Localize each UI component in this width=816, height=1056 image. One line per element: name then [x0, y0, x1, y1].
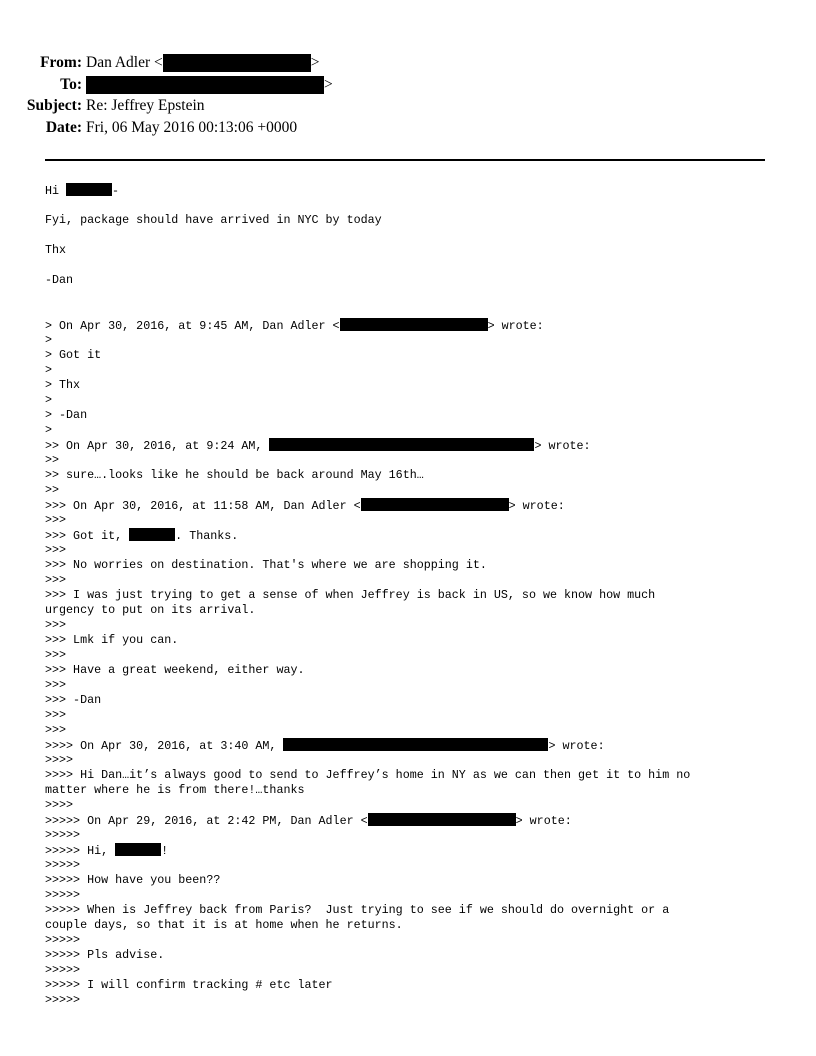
subject-value: Re: Jeffrey Epstein [86, 97, 205, 114]
body-signature: -Dan [45, 273, 74, 287]
quote-line: >> [45, 453, 60, 467]
quote-line: couple days, so that it is at home when he returns. [45, 918, 403, 932]
quote-header-4 [45, 738, 605, 754]
quote-line: >>> [45, 678, 67, 692]
header-subject [0, 97, 205, 115]
quote-line: >>> Lmk if you can. [45, 633, 179, 647]
to-close: > [324, 76, 333, 93]
quote-line: > [45, 333, 53, 347]
quote-line: >>> I was just trying to get a sense of when Jeffrey is back in US, so we know how much [45, 588, 656, 602]
header-from [0, 54, 320, 72]
quote-header-text: >>> On Apr 30, 2016, at 11:58 AM, Dan Adler < [45, 499, 361, 513]
to-label: To: [60, 76, 82, 93]
quote-line [45, 843, 168, 859]
quote-line: >>> [45, 708, 67, 722]
body-greeting [45, 183, 119, 199]
quote-line: >>> [45, 648, 67, 662]
quote-line: >>> No worries on destination. That's where we are shopping it. [45, 558, 487, 572]
quote-line: >>>>> [45, 993, 81, 1007]
body-line-thx: Thx [45, 243, 67, 257]
redaction-box [340, 318, 488, 331]
from-name: Dan Adler < [86, 54, 163, 71]
redaction-box [129, 528, 175, 541]
quote-text: ! [161, 844, 169, 858]
quote-line: >>>>> I will confirm tracking # etc later [45, 978, 333, 992]
quote-header-wrote: > wrote: [548, 739, 605, 753]
quote-line: >>>>> [45, 858, 81, 872]
quote-header-1 [45, 318, 544, 334]
quote-line: >>> [45, 573, 67, 587]
quote-line: >>>>> [45, 888, 81, 902]
redaction-box [163, 54, 311, 72]
quote-line: >>>>> [45, 828, 81, 842]
quote-header-wrote: > wrote: [487, 319, 544, 333]
quote-text: >>> Got it, [45, 529, 130, 543]
from-close: > [310, 54, 320, 71]
quote-line: >> sure….looks like he should be back around May 16th… [45, 468, 424, 482]
greeting-pre: Hi [45, 184, 67, 198]
quote-line: >>> [45, 543, 67, 557]
header-date [0, 119, 297, 137]
quote-line: >>> Have a great weekend, either way. [45, 663, 305, 677]
quote-header-5 [45, 813, 572, 829]
quote-line: >>> [45, 723, 67, 737]
quote-line: >>>>> [45, 933, 81, 947]
quote-line: >>> [45, 618, 67, 632]
quote-line: matter where he is from there!…thanks [45, 783, 305, 797]
quote-line: >>> -Dan [45, 693, 102, 707]
quote-header-text: > On Apr 30, 2016, at 9:45 AM, Dan Adler < [45, 319, 340, 333]
quote-line: >>>>> Pls advise. [45, 948, 165, 962]
quote-header-wrote: > wrote: [508, 499, 565, 513]
greeting-post: - [112, 184, 120, 198]
from-label: From: [40, 54, 82, 71]
quote-line [45, 528, 238, 544]
quote-line: >>>> [45, 753, 74, 767]
quote-text: >>>>> Hi, [45, 844, 116, 858]
redaction-box [269, 438, 534, 451]
header-to [0, 76, 333, 94]
quote-line: >>>>> How have you been?? [45, 873, 221, 887]
redaction-box [283, 738, 548, 751]
redaction-box [361, 498, 509, 511]
quote-header-wrote: > wrote: [515, 814, 572, 828]
quote-line: >>>>> When is Jeffrey back from Paris? Just trying to see if we should do overnight or a [45, 903, 670, 917]
quote-line: >>>> Hi Dan…it’s always good to send to Jeffrey’s home in NY as we can then get it to him no [45, 768, 691, 782]
quote-line: > [45, 393, 53, 407]
quote-line: > [45, 423, 53, 437]
quote-header-text: >>>> On Apr 30, 2016, at 3:40 AM, [45, 739, 284, 753]
subject-label: Subject: [26, 97, 82, 114]
body-line-fyi: Fyi, package should have arrived in NYC by today [45, 213, 382, 227]
redaction-box [115, 843, 161, 856]
quote-line: > -Dan [45, 408, 88, 422]
quote-header-3 [45, 498, 565, 514]
quote-line: urgency to put on its arrival. [45, 603, 256, 617]
quote-text: . Thanks. [175, 529, 239, 543]
quote-line: >>>> [45, 798, 74, 812]
quote-line: >> [45, 483, 60, 497]
redaction-box [86, 76, 324, 94]
quote-line: > Thx [45, 378, 81, 392]
quote-header-2 [45, 438, 591, 454]
quote-header-wrote: > wrote: [534, 439, 591, 453]
redaction-box [66, 183, 112, 196]
date-label: Date: [45, 119, 82, 136]
quote-line: >>>>> [45, 963, 81, 977]
redaction-box [368, 813, 516, 826]
quote-line: > [45, 363, 53, 377]
quote-line: > Got it [45, 348, 102, 362]
quote-header-text: >>>>> On Apr 29, 2016, at 2:42 PM, Dan Adler < [45, 814, 368, 828]
header-divider [45, 159, 765, 161]
quote-header-text: >> On Apr 30, 2016, at 9:24 AM, [45, 439, 270, 453]
date-value: Fri, 06 May 2016 00:13:06 +0000 [86, 119, 298, 136]
quote-line: >>> [45, 513, 67, 527]
